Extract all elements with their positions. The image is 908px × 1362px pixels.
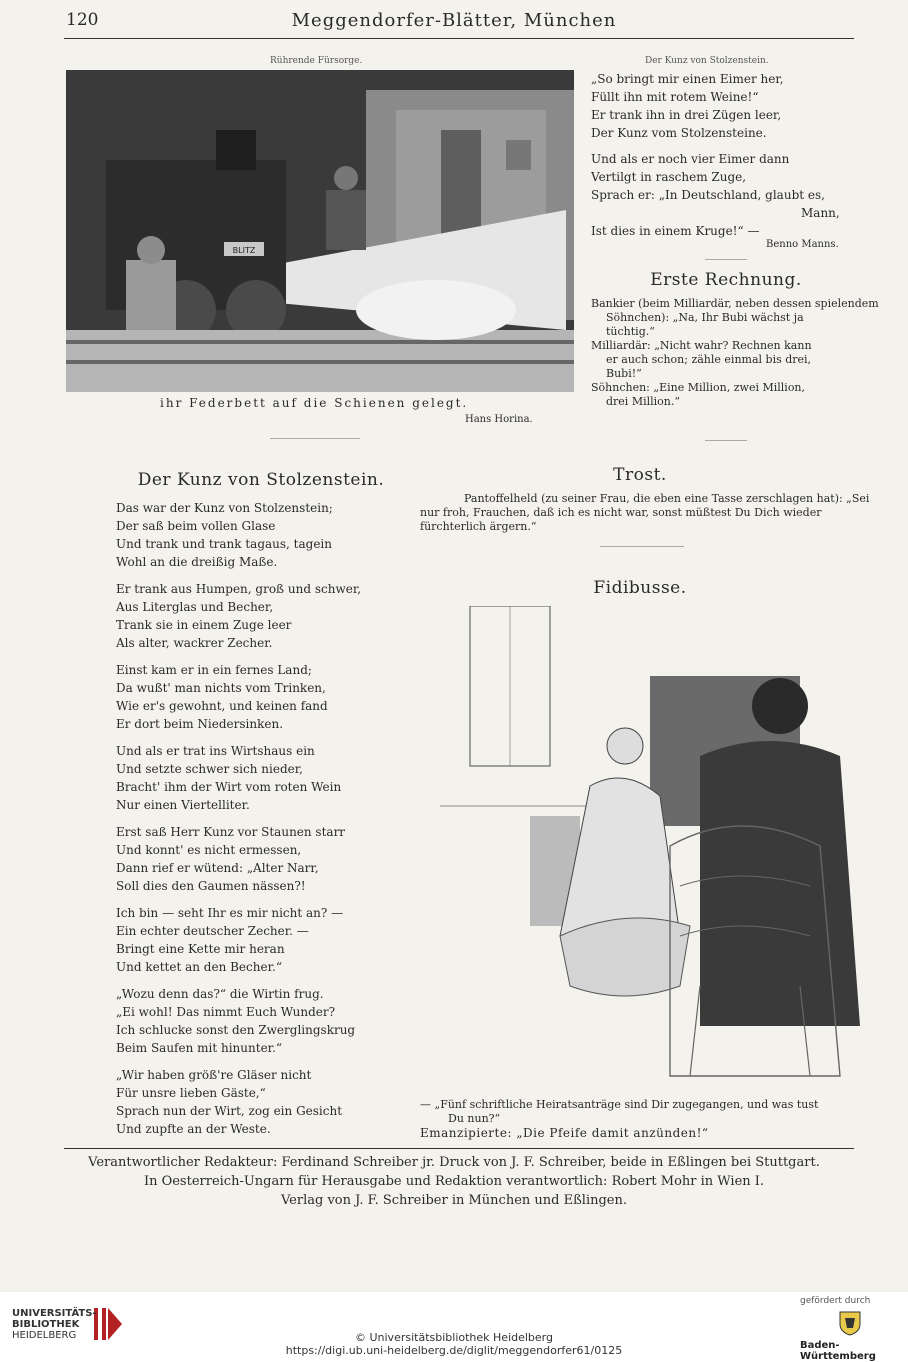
poem-line: „Wozu denn das?“ die Wirtin frug. (116, 987, 324, 1001)
poem-line: Einst kam er in ein fernes Land; (116, 663, 312, 677)
imprint (0, 1156, 908, 1213)
poem-line: Und als er trat ins Wirtshaus ein (116, 744, 315, 758)
imprint-line: Verantwortlicher Redakteur: Ferdinand Schreiber jr. Druck von J. F. Schreiber, beide in Eßlingen bei Stuttgart. (88, 1155, 820, 1170)
poem-line: Das war der Kunz von Stolzenstein; (116, 501, 333, 515)
text-line: Bankier (beim Milliardär, neben dessen spielendem (591, 297, 879, 310)
library-bar (0, 1292, 908, 1362)
text-line: Pantoffelheld (zu seiner Frau, die eben eine Tasse zerschlagen hat): „Sei (464, 492, 870, 505)
poem-line: Erst saß Herr Kunz vor Staunen starr (116, 825, 346, 839)
poem-line: Der Kunz vom Stolzensteine. (591, 126, 767, 140)
text-line: — „Fünf schriftliche Heiratsanträge sind Dir zugegangen, und was tust (420, 1098, 819, 1111)
poem-line: Als alter, wackrer Zecher. (116, 636, 273, 650)
erste-rechnung-text (591, 297, 879, 409)
fidibusse-caption (420, 1098, 818, 1140)
poem-line: Er dort beim Niedersinken. (116, 717, 284, 731)
text-line: Emanzipierte: „Die Pfeife damit anzünden!“ (420, 1126, 709, 1140)
poem-line: Aus Literglas und Becher, (116, 600, 274, 614)
poem-line: Und konnt' es nicht ermessen, (116, 843, 302, 857)
engine-label: BLITZ (232, 246, 256, 255)
text-line: Milliardär: „Nicht wahr? Rechnen kann (591, 339, 812, 352)
imprint-line: In Oesterreich-Ungarn für Herausgabe und Redaktion verantwortlich: Robert Mohr in Wien I. (143, 1174, 765, 1189)
page-header (0, 12, 908, 36)
poem-line: „Ei wohl! Das nimmt Euch Wunder? (116, 1005, 336, 1019)
header-rule (64, 38, 854, 39)
text-line: Du nun?“ (448, 1112, 501, 1125)
poem-line: Und kettet an den Becher.“ (116, 960, 282, 974)
poem-line: Ich schlucke sonst den Zwerglingskrug (116, 1023, 356, 1037)
poem-line: Und trank und trank tagaus, tagein (116, 537, 332, 551)
erste-rechnung-title: Erste Rechnung. (650, 270, 802, 290)
poem-cont-stanza1 (591, 70, 784, 142)
library-name-line: HEIDELBERG (12, 1330, 77, 1341)
footer-rule (64, 1148, 854, 1149)
poem-line: Füllt ihn mit rotem Weine!“ (591, 90, 759, 104)
poem-line: Soll dies den Gaumen nässen?! (116, 879, 306, 893)
illustration-caption: ihr Federbett auf die Schienen gelegt. (160, 396, 469, 410)
section-divider (270, 438, 360, 439)
poem-line: Wie er's gewohnt, und keinen fand (116, 699, 328, 713)
coat-of-arms-icon (836, 1310, 864, 1336)
poem-main-title: Der Kunz von Stolzenstein. (137, 470, 385, 490)
train-illustration (66, 70, 574, 392)
trost-text (420, 492, 869, 534)
text-line: Bubi!“ (606, 367, 642, 380)
text-line: Söhnchen: „Eine Million, zwei Million, (591, 381, 806, 394)
funded-by-label: gefördert durch (800, 1296, 871, 1306)
section-divider (705, 259, 747, 260)
poem-line: Er trank ihn in drei Zügen leer, (591, 108, 782, 122)
copyright-text: © Universitätsbibliothek Heidelberg (354, 1331, 553, 1344)
poem-line: „So bringt mir einen Eimer her, (591, 72, 784, 86)
poem-line: Und setzte schwer sich nieder, (116, 762, 303, 776)
text-line: er auch schon; zähle einmal bis drei, (606, 353, 812, 366)
citation (0, 1331, 908, 1357)
poem-line: „Wir haben größ're Gläser nicht (116, 1068, 312, 1082)
poem-line: Beim Saufen mit hinunter.“ (116, 1041, 283, 1055)
text-line: tüchtig.“ (606, 325, 655, 338)
poem-line: Für unsre lieben Gäste,“ (116, 1086, 266, 1100)
imprint-line: Verlag von J. F. Schreiber in München und Eßlingen. (280, 1193, 627, 1208)
text-line: fürchterlich ärgern.“ (420, 520, 537, 533)
poem-line: Ein echter deutscher Zecher. — (116, 924, 309, 938)
poem-line: Sprach nun der Wirt, zog ein Gesicht (116, 1104, 343, 1118)
poem-cont-title: Der Kunz von Stolzenstein. (645, 56, 769, 66)
poem-line: Vertilgt in raschem Zuge, (591, 170, 747, 184)
section-divider (600, 546, 684, 547)
poem-line: Ist dies in einem Kruge!“ — (591, 224, 760, 238)
fidibusse-title: Fidibusse. (593, 578, 687, 598)
poem-line: Bringt eine Kette mir heran (116, 942, 285, 956)
text-line: Söhnchen): „Na, Ihr Bubi wächst ja (606, 311, 804, 324)
poem-line: Bracht' ihm der Wirt vom roten Wein (116, 780, 342, 794)
page-number: 120 (66, 10, 99, 30)
poem-line: Der saß beim vollen Glase (116, 519, 276, 533)
poem-line: Wohl an die dreißig Maße. (116, 555, 278, 569)
poem-line: Da wußt' man nichts vom Trinken, (116, 681, 326, 695)
text-line: nur froh, Frauchen, daß ich es nicht war, sonst müßtest Du Dich wieder (420, 506, 822, 519)
poem-cont-author: Benno Manns. (766, 239, 839, 250)
library-name-line: BIBLIOTHEK (12, 1319, 80, 1330)
illustration-author: Hans Horina. (465, 414, 533, 425)
section-divider (705, 440, 747, 441)
poem-line: Und als er noch vier Eimer dann (591, 152, 790, 166)
poem-line: Mann, (801, 206, 840, 220)
state-name: Baden-Württemberg (800, 1340, 876, 1362)
text-line: drei Million.“ (606, 395, 680, 408)
library-name-line: UNIVERSITÄTS- (12, 1308, 97, 1319)
permalink[interactable]: https://digi.ub.uni-heidelberg.de/diglit/meggendorfer61/0125 (285, 1344, 623, 1357)
poem-line: Dann rief er wütend: „Alter Narr, (116, 861, 319, 875)
poem-main-body (116, 499, 361, 1138)
poem-line: Er trank aus Humpen, groß und schwer, (116, 582, 362, 596)
illustration-title: Rührende Fürsorge. (270, 56, 363, 66)
poem-line: Ich bin — seht Ihr es mir nicht an? — (116, 906, 344, 920)
trost-title: Trost. (613, 465, 667, 485)
poem-line: Trank sie in einem Zuge leer (116, 618, 292, 632)
poem-line: Sprach er: „In Deutschland, glaubt es, (591, 188, 825, 202)
women-illustration (440, 606, 860, 1094)
poem-line: Nur einen Viertelliter. (116, 798, 250, 812)
poem-line: Und zupfte an der Weste. (116, 1122, 271, 1136)
poem-cont-stanza2 (591, 150, 840, 240)
running-title: Meggendorfer-Blätter, München (291, 10, 617, 31)
